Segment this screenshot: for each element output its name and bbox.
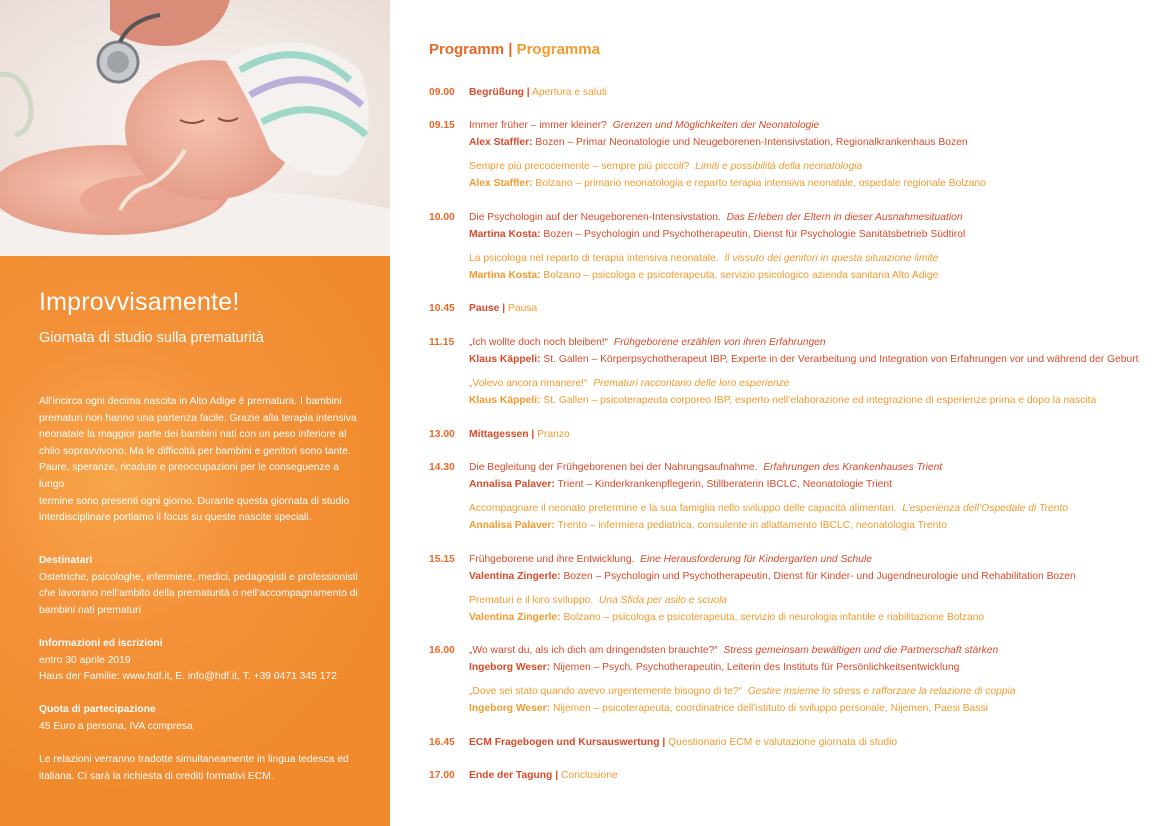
speaker-info-de: Bozen – Psychologin und Psychotherapeutin, Dienst für Kinder- und Jugendneurologie und Rehabilitation Bozen [563,570,1076,582]
speaker-name-de: Alex Staffler: [469,136,533,148]
entry-time: 09.15 [429,120,455,131]
premature-baby-photo [0,0,390,256]
destinatari-heading: Destinatari [39,555,93,566]
speaker-info-de: Trient – Kinderkrankenpflegerin, Stillberaterin IBCLC, Neonatologie Trient [557,478,892,490]
intro-text [39,394,359,527]
fee-value: 45 Euro a persona, IVA compresa [39,720,193,732]
registration-contact[interactable]: Haus der Familie: www.hdf.it, E. info@hdf.it, T. +39 0471 345 172 [39,671,337,683]
entry-time: 16.45 [429,737,455,748]
intro-line: All’incirca ogni decima nascita in Alto Adige è prematura. I bambini [39,396,342,407]
talk-title-it: Prematuri e il loro sviluppo. [469,595,594,607]
event-subtitle: Giornata di studio sulla prematurità [39,330,264,346]
entry-time: 09.00 [429,87,455,98]
talk-subtitle-it: Gestire insieme lo stress e rafforzare la relazione di coppia [747,686,1016,698]
entry-title-it: Apertura e saluti [531,87,607,98]
speaker-name-de: Ingeborg Weser: [469,661,551,673]
speaker-info-de: St. Gallen – Körperpsychotherapeut IBP, Experte in der Verarbeitung und Integration von Erfahrungen vor und während der Geburt [543,353,1139,365]
speaker-info-it: Bolzano – psicologa e psicoterapeuta, servizio psicologico azienda sanitaria Alto Adige [543,269,939,281]
talk-title-de: Immer früher – immer kleiner? [469,120,607,131]
entry-time: 14.30 [429,462,455,473]
intro-line: chilo sopravvivono. Ma le difficoltà per bambini e genitori sono tante. [39,445,351,457]
entry-title-it: Pranzo [537,429,570,440]
entry-title-it: Questionario ECM e valutazione giornata di studio [668,737,898,748]
talk-subtitle-it: Limiti e possibilità della neonatologia [695,161,863,173]
fee-heading: Quota di partecipazione [39,704,156,715]
talk-title-de: „Wo warst du, als ich dich am dringendsten brauchte?“ [469,645,718,656]
destinatari-line: bambini nati prematuri [39,604,141,616]
event-title: Improvvisamente! [39,288,240,316]
photo-illustration [0,0,390,256]
entry-time: 16.00 [429,645,455,656]
entry-title-de: Pause [469,303,500,314]
registration-heading: Informazioni ed iscrizioni [39,638,163,649]
talk-subtitle-it: Una Sfida per asilo e scuola [598,595,728,607]
program-heading-separator: | [508,41,513,58]
speaker-name-it: Klaus Käppeli: [469,394,541,406]
entry-title-de: ECM Fragebogen und Kursauswertung [469,737,660,748]
translation-note [39,752,369,785]
talk-subtitle-it: L’esperienza dell’Ospedale di Trento [902,503,1069,515]
speaker-name-de: Valentina Zingerle: [469,570,561,582]
talk-title-de: „Ich wollte doch noch bleiben!“ [469,337,609,348]
talk-title-de: Die Begleitung der Frühgeborenen bei der Nahrungsaufnahme. [469,462,758,473]
talk-title-de: Die Psychologin auf der Neugeborenen-Intensivstation. [469,212,721,223]
speaker-name-de: Klaus Käppeli: [469,353,541,365]
speaker-name-it: Annalisa Palaver: [469,519,555,531]
intro-line: termine sono presenti ogni giorno. Durante questa giornata di studio [39,495,350,507]
entry-time: 13.00 [429,429,455,440]
entry-title-de: Mittagessen [469,429,529,440]
speaker-info-it: Trento – infermiera pediatrica, consulente in allattamento IBCLC, neonatologia Trento [557,519,947,531]
talk-title-it: Sempre più precocemente – sempre più piccoli? [469,161,690,173]
talk-title-it: Accompagnare il neonato pretermine e la sua famiglia nello sviluppo delle capacità alimentari. [469,503,897,515]
registration-section [39,636,369,686]
entry-title-it: Pausa [507,303,538,314]
speaker-info-de: Bozen – Psychologin und Psychotherapeutin, Dienst für Psychologie Sanitätsbetrieb Südtirol [543,228,966,240]
info-panel [0,256,390,826]
destinatari-section [39,553,369,619]
speaker-info-it: Bolzano – primario neonatologia e reparto terapia intensiva neonatale, ospedale regionale Bolzano [535,177,986,189]
talk-subtitle-de: Frühgeborene erzählen von ihren Erfahrungen [613,337,826,348]
talk-subtitle-de: Stress gemeinsam bewältigen und die Partnerschaft stärken [723,645,999,656]
intro-line: neonatale la maggior parte dei bambini nati con un peso inferiore al [39,429,347,441]
talk-title-it: „Volevo ancora rimanere!“ [469,378,588,390]
talk-subtitle-de: Grenzen und Möglichkeiten der Neonatologie [612,120,820,131]
registration-deadline: entro 30 aprile 2019 [39,654,131,666]
destinatari-line: Ostetriche, psicologhe, infermiere, medici, pedagogisti e professionisti [39,571,358,583]
speaker-name-it: Valentina Zingerle: [469,611,561,623]
speaker-name-it: Ingeborg Weser: [469,702,551,714]
talk-subtitle-it: Il vissuto dei genitori in questa situazione limite [724,253,939,265]
note-line: italiana. Ci sarà la richiesta di crediti formativi ECM. [39,770,274,782]
entry-time: 15.15 [429,554,455,565]
program-heading [429,41,600,58]
talk-subtitle-de: Das Erleben der Eltern in dieser Ausnahmesituation [726,212,963,223]
entry-time: 17.00 [429,770,455,781]
speaker-info-it: Bolzano – psicologa e psicoterapeuta, servizio di neurologia infantile e riabilitazione Bolzano [563,611,985,623]
intro-line: interdisciplinare portiamo il focus su queste nascite speciali. [39,512,312,524]
program-column: Programm | Programma 09.00 Begrüßung | Apertura e saluti 09.15 Immer früher – immer kleiner? Grenzen und Möglichkeiten der Neonatologie Alex Staffler: Bozen – Primar Neonatologie und Neugeborenen-Intensivstation, Regionalkrankenhaus Bozen Sempre più precocemente – sempre più piccoli? Limiti e possibilità della neonatologia Alex Staffler: Bolzano – primario neonatologia e reparto terapia intensiva neonatale, ospedale regionale Bolzano 10.00 Die Psychologin auf der Neugeborenen-Intensivstation. Das Erleben der Eltern in dieser Ausnahmesituation Martina Kosta: Bozen – Psychologin und Psychotherapeutin, Dienst für Psychologie Sanitätsbetrieb Südtirol La psicologa nel reparto di terapia intensiva neonatale. Il vissuto dei genitori in questa situazione limite Martina Kosta: Bolzano – psicologa e psicoterapeuta, servizio psicologico azienda sanitaria Alto Adige 10.45 Pause | Pausa 11.15 „Ich wollte doch noch bleiben!“ Frühgeborene erzählen von ihren Erfahrungen Klaus Käppeli: St. Gallen – Körperpsychotherapeut IBP, Experte in der Verarbeitung und Integration von Erfahrungen vor und während der Geburt „Volevo ancora rimanere!“ Prematuri raccontano delle loro esperienze Klaus Käppeli: St. Gallen – psicoterapeuta corporeo IBP, esperto nell’elaborazione ed integrazione di esperienze prima e dopo la nascita 13.00 Mittagessen | Pranzo 14.30 Die Begleitung der Frühgeborenen bei der Nahrungsaufnahme. Erfahrungen des Krankenhauses Trient Annalisa Palaver: Trient – Kinderkrankenpflegerin, Stillberaterin IBCLC, Neonatologie Trient Accompagnare il neonato pretermine e la sua famiglia nello sviluppo delle capacità alimentari. L’esperienza dell’Ospedale di Trento Annalisa Palaver: Trento – infermiera pediatrica, consulente in allattamento IBCLC, neonatologia Trento 15.15 Frühgeborene und ihre Entwicklung. Eine Herausforderung für Kindergarten und Schule Valentina Zingerle: Bozen – Psychologin und Psychotherapeutin, Dienst für Kinder- und Jugendneurologie und Rehabilitation Bozen Prematuri e il loro sviluppo. Una Sfida per asilo e scuola Valentina Zingerle: Bolzano – psicologa e psicoterapeuta, servizio di neurologia infantile e riabilitazione Bolzano 16.00 „Wo warst du, als ich dich am dringendsten brauchte?“ Stress gemeinsam bewältigen und die Partnerschaft stärken Ingeborg Weser: Nijemen – Psych. Psychotherapeutin, Leiterin des Instituts für Persönlichkeitsentwicklung „Dove sei stato quando avevo urgentemente bisogno di te?“ Gestire insieme lo stress e rafforzare la relazione di coppia Ingeborg Weser: Nijemen – psicoterapeuta, coordinatrice dell’istituto di sviluppo personale, Nijemen, Paesi Bassi 16.45 ECM Fragebogen und Kursauswertung | Questionario ECM e valutazione giornata di studio 17.00 Ende der Tagung | Conclusione [390,0,1161,826]
left-column [0,0,390,826]
entry-title-de: Ende der Tagung [469,770,553,781]
entry-time: 10.45 [429,303,455,314]
speaker-name-de: Martina Kosta: [469,228,541,240]
talk-subtitle-de: Eine Herausforderung für Kindergarten und Schule [640,554,872,565]
speaker-info-it: St. Gallen – psicoterapeuta corporeo IBP, esperto nell’elaborazione ed integrazione di esperienze prima e dopo la nascita [543,394,1097,406]
speaker-name-de: Annalisa Palaver: [469,478,555,490]
talk-subtitle-de: Erfahrungen des Krankenhauses Trient [763,462,943,473]
entry-title-de: Begrüßung [469,87,524,98]
talk-title-it: „Dove sei stato quando avevo urgentemente bisogno di te?“ [469,686,743,698]
talk-subtitle-it: Prematuri raccontano delle loro esperienze [593,378,790,390]
entry-title-it: Conclusione [560,770,618,781]
entry-time: 11.15 [429,337,455,348]
speaker-info-de: Nijemen – Psych. Psychotherapeutin, Leiterin des Instituts für Persönlichkeitsentwicklung [552,661,960,673]
fee-section [39,702,369,735]
talk-title-it: La psicologa nel reparto di terapia intensiva neonatale. [469,253,719,265]
destinatari-line: che lavorano nell’ambito della prematurità o nell’accompagnamento di [39,588,358,600]
note-line: Le relazioni verranno tradotte simultaneamente in lingua tedesca ed [39,754,349,765]
speaker-info-it: Nijemen – psicoterapeuta, coordinatrice dell’istituto di sviluppo personale, Nijemen, Paesi Bassi [552,702,988,714]
speaker-name-it: Martina Kosta: [469,269,541,281]
speaker-info-de: Bozen – Primar Neonatologie und Neugeborenen-Intensivstation, Regionalkrankenhaus Bozen [535,136,968,148]
entry-time: 10.00 [429,212,455,223]
speaker-name-it: Alex Staffler: [469,177,533,189]
intro-line: prematuri non hanno una partenza facile. Grazie alla terapia intensiva [39,412,357,424]
program-heading-it: Programma [516,41,600,58]
talk-title-de: Frühgeborene und ihre Entwicklung. [469,554,635,565]
intro-line: Paure, speranze, ricadute e preoccupazioni per le conseguenze a lungo [39,462,339,490]
program-heading-de: Programm [429,41,505,58]
